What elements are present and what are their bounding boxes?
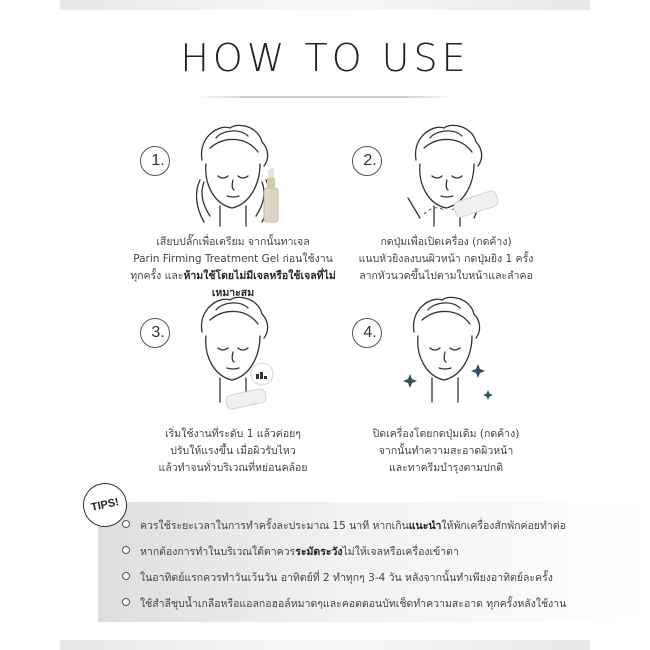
step-3-line-2: ปรับให้แรงขึ้น เมื่อผิวรับไหว [170, 445, 296, 457]
step-2-line-1: กดปุ่มเพื่อเปิดเครื่อง (กดค้าง) [380, 236, 512, 248]
tips-list [122, 517, 642, 621]
step-3-line-1: เริ่มใช้งานที่ระดับ 1 แล้วค่อยๆ [165, 428, 301, 440]
title-underline [195, 96, 455, 98]
step-3-face-illustration [180, 290, 300, 410]
step-4-line-3: และทาครีมบำรุงตามปกติ [388, 462, 504, 474]
step-2-face-illustration [394, 118, 514, 228]
step-4-line-1: ปิดเครื่องโดยกดปุ่มเดิม (กดค้าง) [372, 428, 520, 440]
step-1-line-1: เสียบปลั๊กเพื่อเตรียม จากนั้นทาเจล [156, 236, 310, 248]
step-1-face-illustration [180, 118, 300, 228]
tip-item-3: ในอาทิตย์แรกควรทำวันเว้นวัน อาทิตย์ที่ 2 ทำทุกๆ 3-4 วัน หลังจากนั้นทำเพียงอาทิตย์ละครั้ง [122, 569, 642, 595]
step-2-caption [326, 234, 566, 285]
bottom-frame-bar [60, 640, 590, 650]
step-3-line-3: แล้วทำจนทั่วบริเวณที่หย่อนคล้อย [158, 462, 308, 474]
step-2-number: 2. [352, 146, 382, 176]
tip-item-2: หากต้องการทำในบริเวณใต้ตาควรระมัดระวังไม่ให้เจลหรือเครื่องเข้าตา [122, 543, 642, 569]
step-4-line-2: จากนั้นทำความสะอาดผิวหน้า [378, 445, 514, 457]
step-1-line-3-prefix: ทุกครั้ง และ [130, 270, 184, 282]
step-1-line-2: Parin Firming Treatment Gel ก่อนใช้งาน [133, 253, 333, 265]
step-1-number: 1. [140, 146, 170, 176]
step-3-number: 3. [140, 318, 170, 348]
step-2-line-2: แนบหัวยิงลงบนผิวหน้า กดปุ่มยิง 1 ครั้ง [358, 253, 534, 265]
tip-item-1: ควรใช้ระยะเวลาในการทำครั้งละประมาณ 15 นาที หากเกินแนะนำให้พักเครื่องสักพักค่อยทำต่อ [122, 517, 642, 543]
step-1-warning: ห้ามใช้โดยไม่มีเจลหรือใช้เจลที่ไม่เหมาะสม [183, 270, 336, 299]
step-4-face-illustration [392, 290, 512, 410]
step-4-number: 4. [352, 318, 382, 348]
step-3-caption [118, 426, 348, 477]
top-frame-bar [60, 0, 590, 10]
step-2-line-3: ลากหัวนวดขึ้นไปตามใบหน้าและลำคอ [359, 270, 533, 282]
step-4-caption [326, 426, 566, 477]
tip-item-4: ใช้สำลีชุบน้ำเกลือหรือแอลกอฮอล์หมาดๆและคอตตอนบัทเช็ดทำความสะอาด ทุกครั้งหลังใช้งาน [122, 595, 642, 621]
tips-badge: TIPS! [79, 479, 131, 531]
page-title: HOW TO USE [180, 36, 470, 80]
